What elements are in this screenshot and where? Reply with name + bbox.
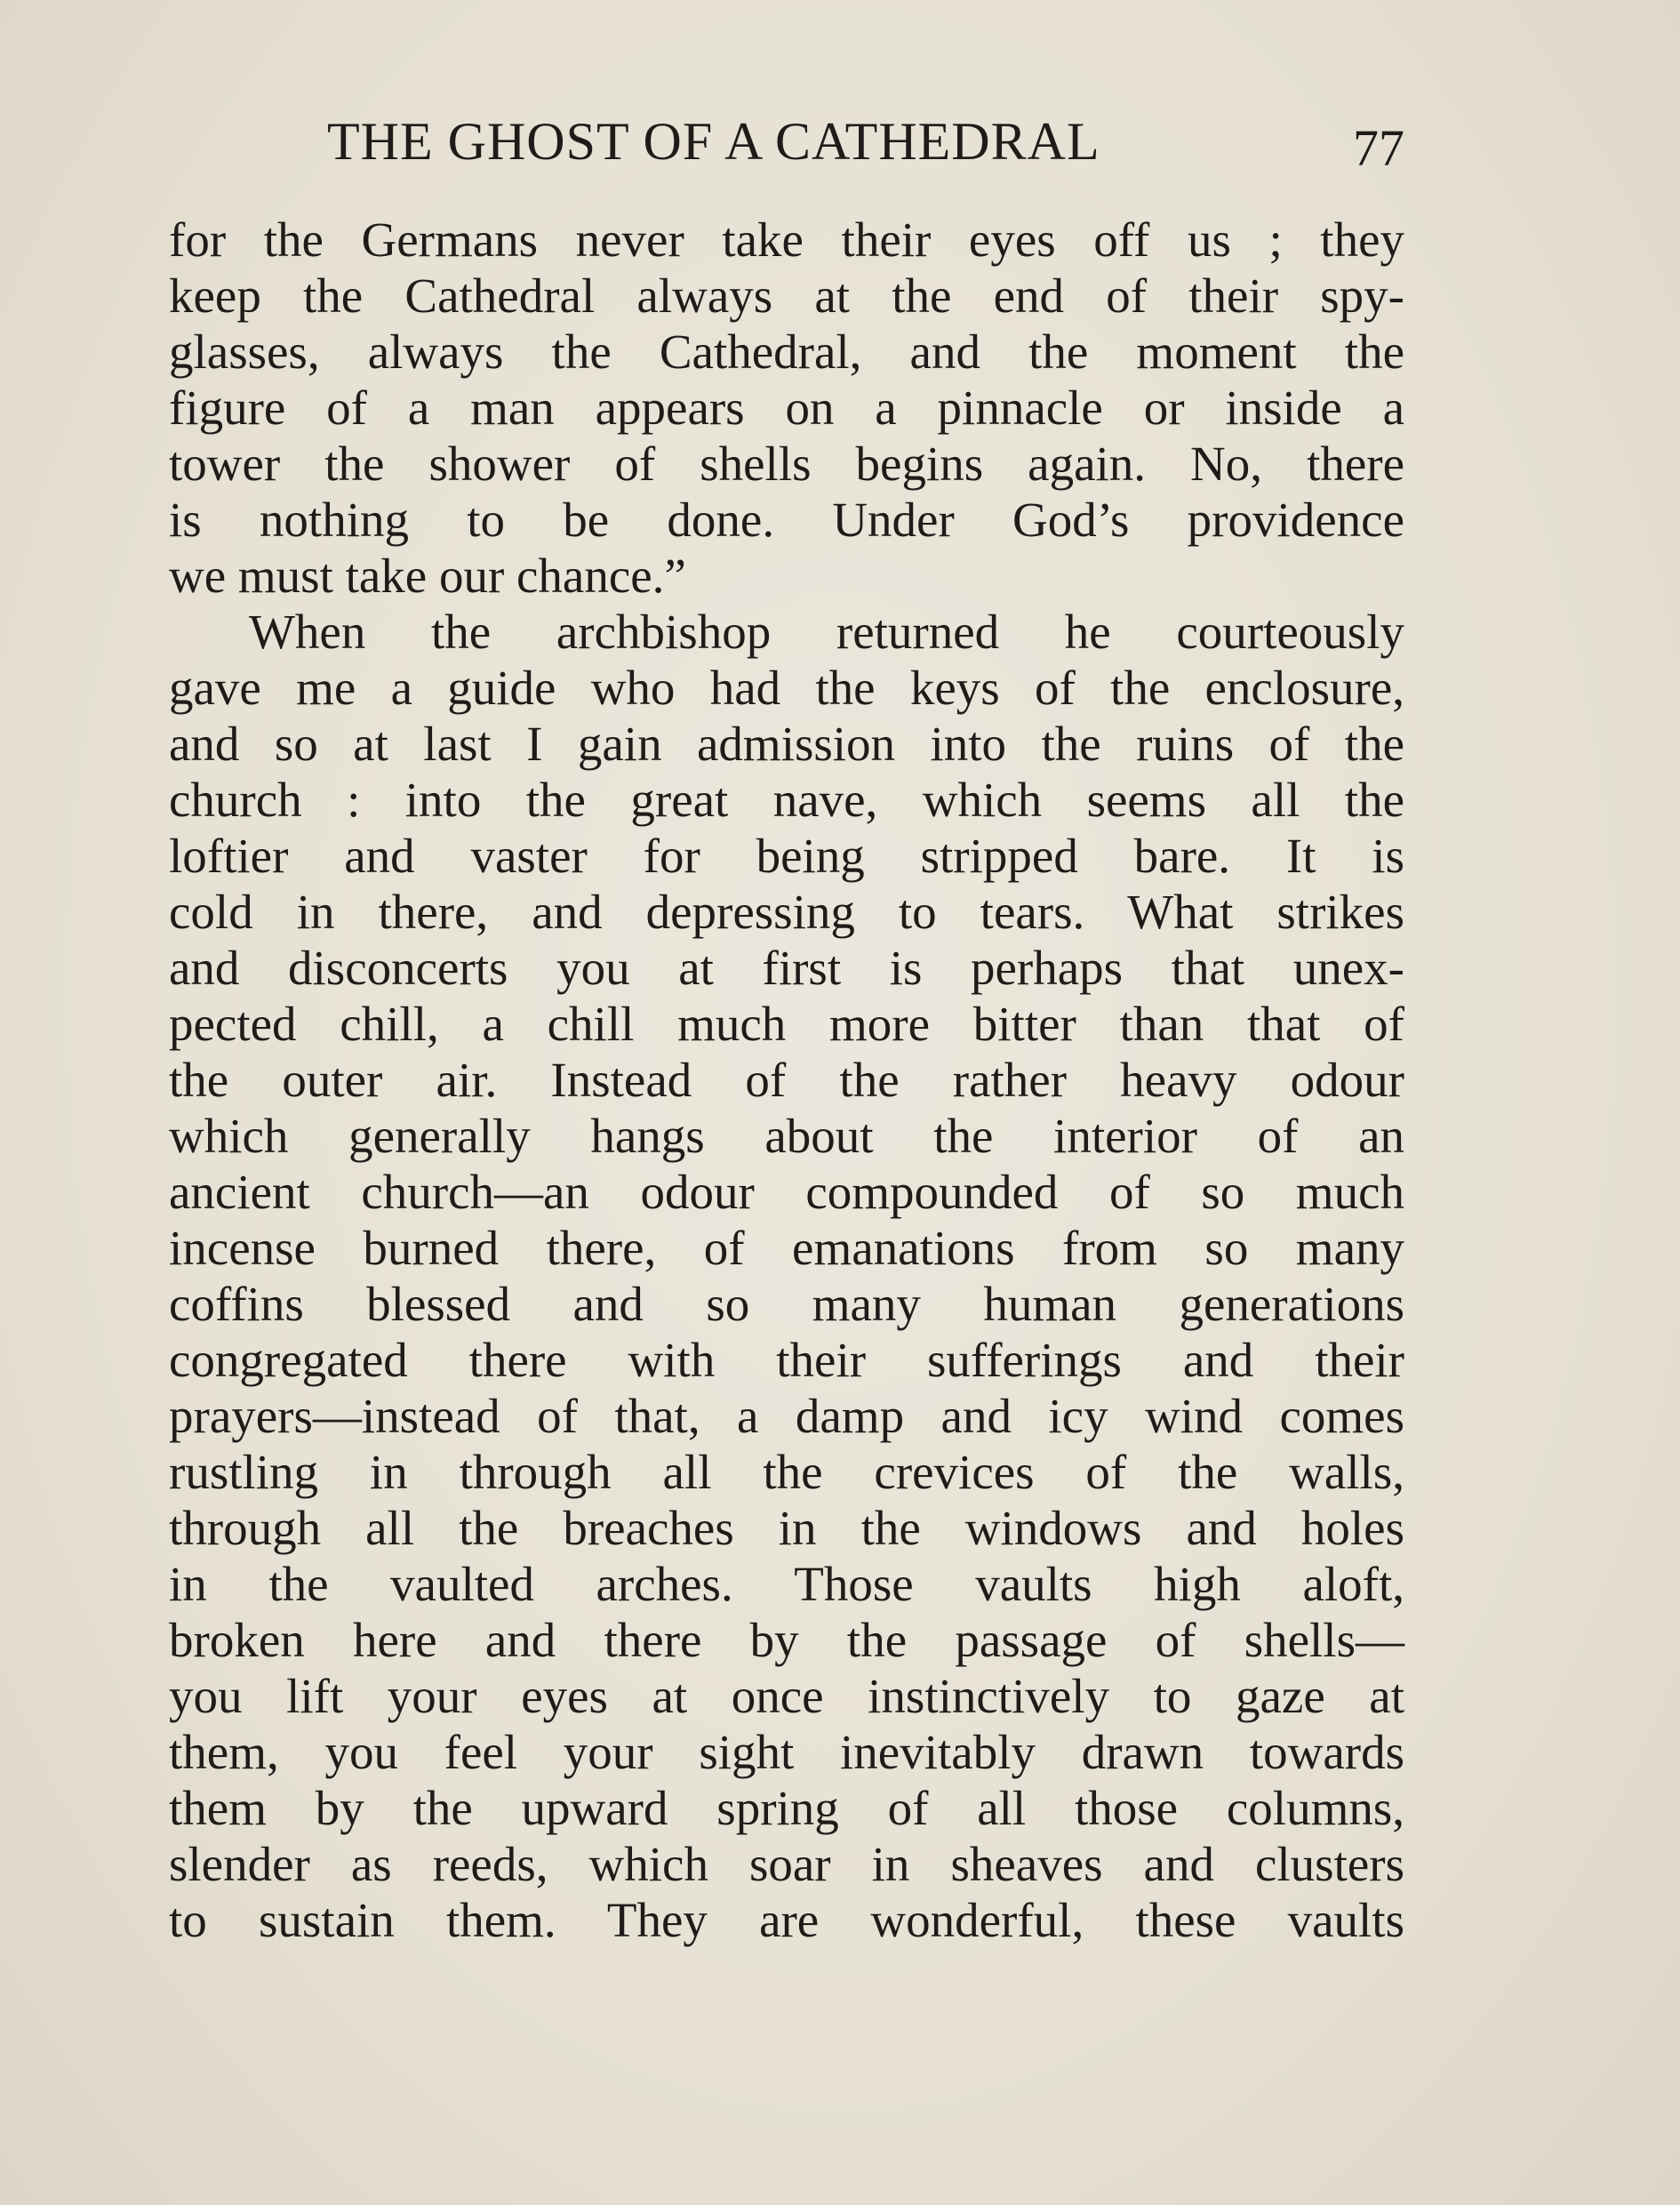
text-line: we must take our chance.”: [169, 549, 686, 603]
text-line: prayers—instead of that, a damp and icy wind comes: [169, 1389, 1404, 1443]
body-text: [169, 212, 1404, 1948]
text-line: coffins blessed and so many human generations: [169, 1277, 1404, 1331]
text-line: the outer air. Instead of the rather heavy odour: [169, 1053, 1404, 1107]
text-line: congregated there with their sufferings and their: [169, 1333, 1404, 1387]
text-line: ancient church—an odour compounded of so much: [169, 1165, 1404, 1219]
text-line: glasses, always the Cathedral, and the moment the: [169, 325, 1404, 379]
text-line: them by the upward spring of all those columns,: [169, 1781, 1404, 1835]
text-line: through all the breaches in the windows and holes: [169, 1501, 1404, 1555]
text-line: and disconcerts you at first is perhaps that unex-: [169, 941, 1404, 995]
text-line: figure of a man appears on a pinnacle or inside a: [169, 381, 1404, 435]
text-line: When the archbishop returned he courteously: [249, 605, 1404, 659]
text-line: loftier and vaster for being stripped bare. It is: [169, 829, 1404, 883]
text-line: gave me a guide who had the keys of the enclosure,: [169, 661, 1404, 715]
text-line: incense burned there, of emanations from so many: [169, 1221, 1404, 1275]
text-line: is nothing to be done. Under God’s providence: [169, 493, 1404, 547]
text-line: broken here and there by the passage of shells—: [169, 1613, 1404, 1667]
text-line: you lift your eyes at once instinctively to gaze at: [169, 1669, 1404, 1723]
text-line: pected chill, a chill much more bitter than that of: [169, 997, 1404, 1051]
text-line: tower the shower of shells begins again. No, there: [169, 437, 1404, 491]
text-line: cold in there, and depressing to tears. What strikes: [169, 885, 1404, 939]
text-line: slender as reeds, which soar in sheaves and clusters: [169, 1837, 1404, 1891]
text-line: and so at last I gain admission into the ruins of the: [169, 717, 1404, 771]
text-line: church : into the great nave, which seems all the: [169, 773, 1404, 827]
text-line: for the Germans never take their eyes off us ; they: [169, 212, 1404, 267]
page-number: 77: [1353, 119, 1404, 177]
text-line: to sustain them. They are wonderful, these vaults: [169, 1893, 1404, 1947]
page-header: [169, 111, 1404, 182]
running-head: THE GHOST OF A CATHEDRAL: [327, 112, 1100, 171]
text-line: rustling in through all the crevices of the walls,: [169, 1445, 1404, 1499]
text-line: which generally hangs about the interior of an: [169, 1109, 1404, 1163]
text-line: keep the Cathedral always at the end of their spy-: [169, 269, 1404, 323]
text-line: in the vaulted arches. Those vaults high aloft,: [169, 1557, 1404, 1611]
text-line: them, you feel your sight inevitably drawn towards: [169, 1725, 1404, 1779]
